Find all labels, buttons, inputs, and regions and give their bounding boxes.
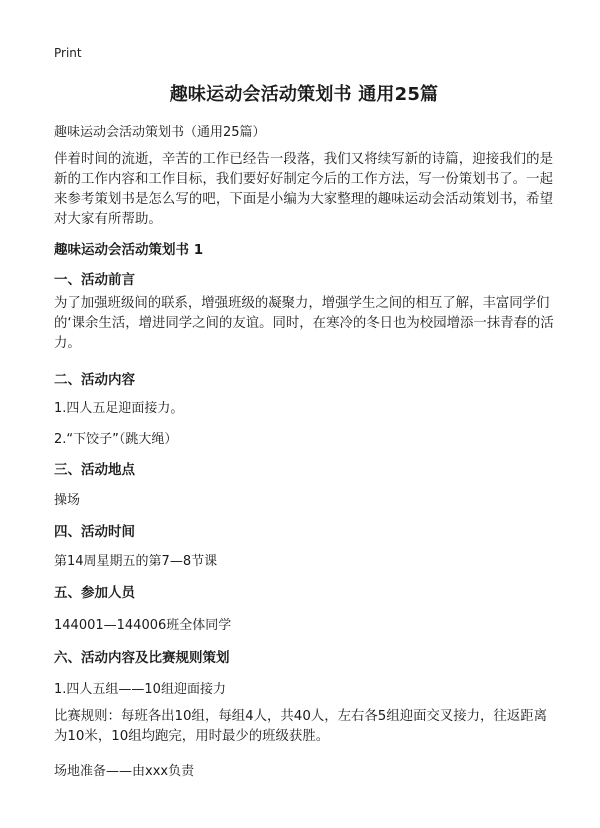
preface-paragraph: 为了加强班级间的联系，增强班级的凝聚力，增强学生之间的相互了解，丰富同学们的‘课余生活，增进同学之间的友谊。同时，在寒冷的冬日也为校园增添一抹青春的活力。 [54,296,554,351]
location-text: 操场 [54,493,81,508]
section-heading-participants: 五、参加人员 [54,585,135,601]
page-title: 趣味运动会活动策划书 通用25篇 [169,84,439,105]
time-text: 第14周星期五的第7—8节课 [54,554,218,569]
content-item-1: 1.四人五足迎面接力。 [54,401,184,416]
document-subtitle: 趣味运动会活动策划书（通用25篇） [54,125,266,140]
rules-paragraph: 比赛规则：每班各出10组，每组4人，共40人，左右各5组迎面交叉接力，往返距离为10米，10组均跑完，用时最少的班级获胜。 [54,709,548,744]
section-heading-preface: 一、活动前言 [54,272,135,288]
rules-item-1: 1.四人五组——10组迎面接力 [54,682,226,697]
section-heading-rules: 六、活动内容及比赛规则策划 [54,650,230,666]
section-heading-time: 四、活动时间 [54,524,135,540]
section-heading-location: 三、活动地点 [54,462,135,478]
intro-paragraph: 伴着时间的流逝，辛苦的工作已经告一段落，我们又将续写新的诗篇，迎接我们的是新的工作内容和工作目标，我们要好好制定今后的工作方法，写一份策划书了。一起来参考策划书是怎么写的吧，下面是小编为大家整理的趣味运动会活动策划书，希望对大家有所帮助。 [54,152,554,227]
content-item-2: 2.“下饺子”（跳大绳） [54,432,178,447]
print-link[interactable]: Print [54,46,82,60]
participants-text: 144001—144006班全体同学 [54,618,232,633]
plan-heading: 趣味运动会活动策划书 1 [54,242,204,258]
venue-prep-text: 场地准备——由xxx负责 [54,764,195,779]
section-heading-content: 二、活动内容 [54,372,135,388]
